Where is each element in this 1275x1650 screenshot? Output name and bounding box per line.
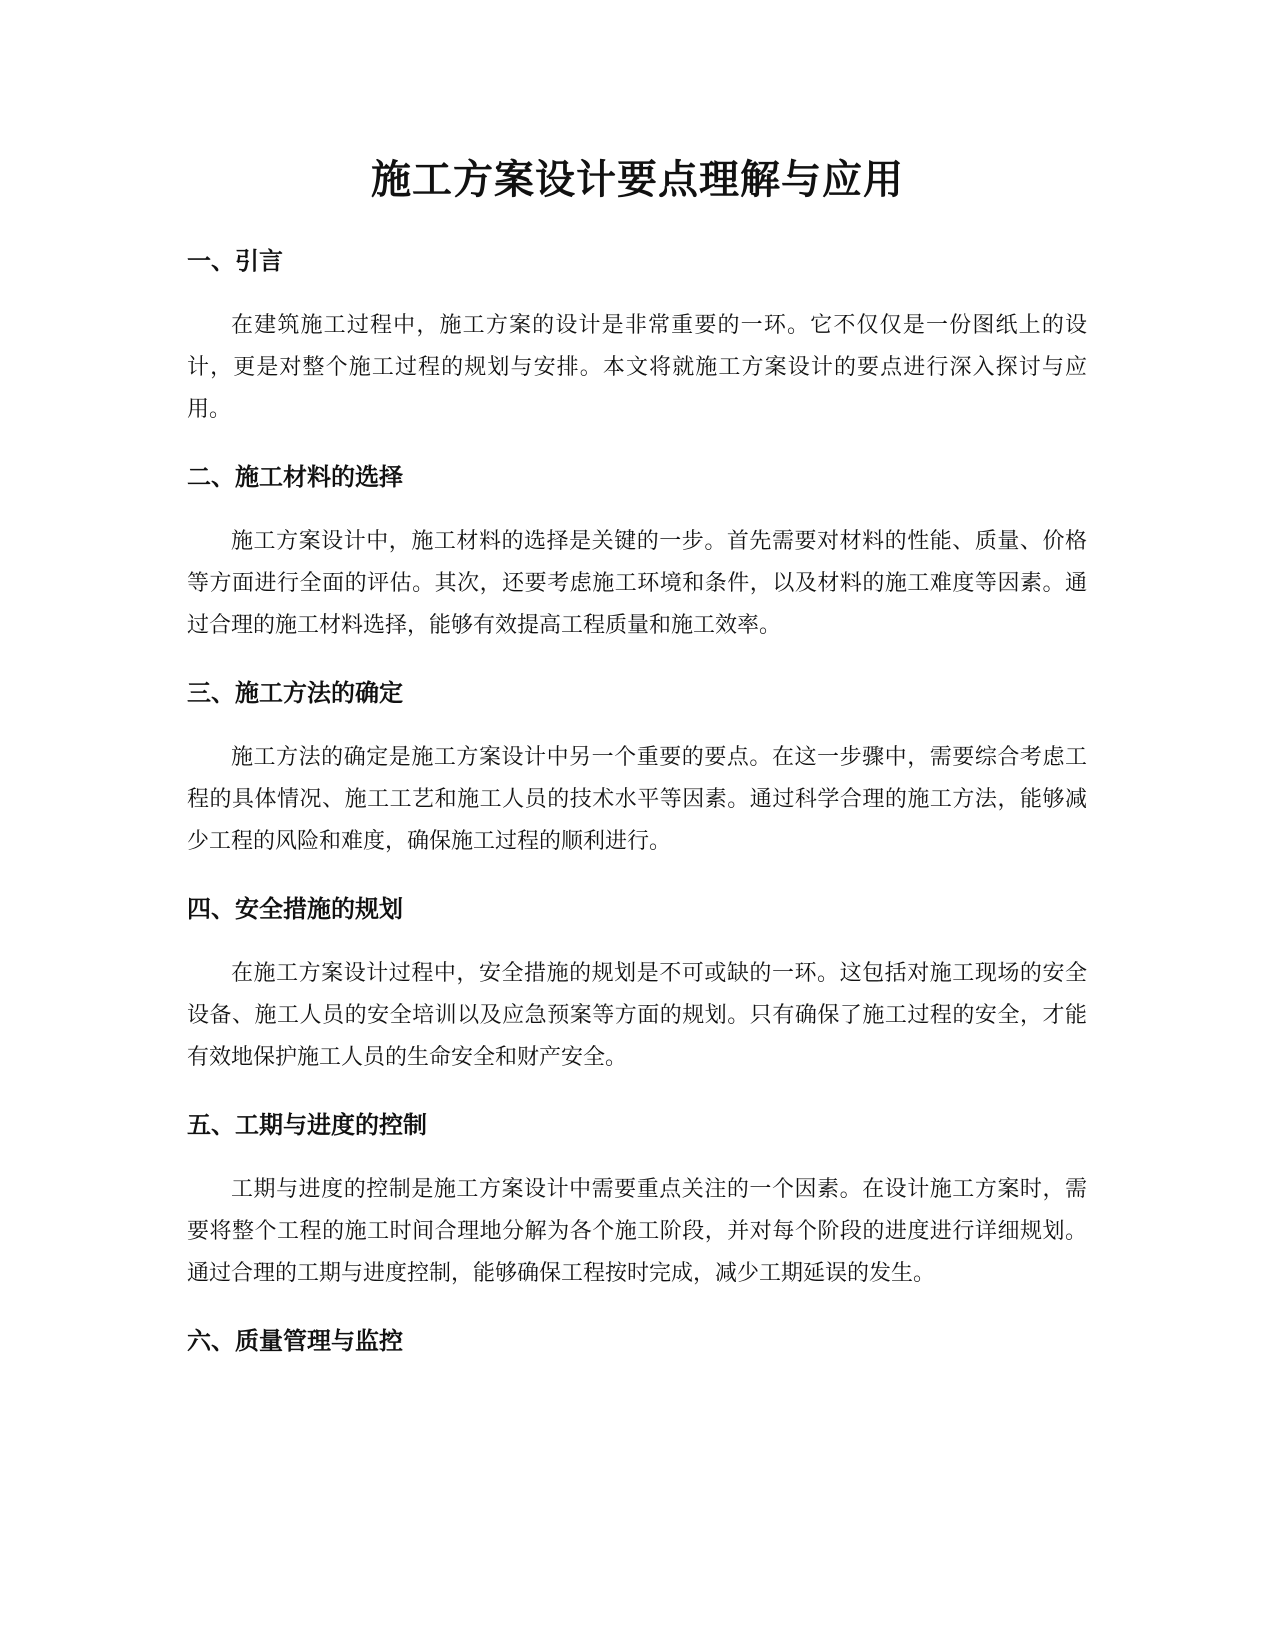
section-safety-measures xyxy=(187,892,1087,1079)
document-content xyxy=(187,244,1087,1358)
document-title: 施工方案设计要点理解与应用 xyxy=(371,157,904,203)
section-quality-management xyxy=(187,1324,1087,1358)
section-heading: 四、安全措施的规划 xyxy=(187,895,403,923)
section-heading: 一、引言 xyxy=(187,247,283,275)
section-introduction xyxy=(187,244,1087,431)
section-heading: 五、工期与进度的控制 xyxy=(187,1111,427,1139)
section-schedule-control xyxy=(187,1108,1087,1295)
section-paragraph: 施工方法的确定是施工方案设计中另一个重要的要点。在这一步骤中，需要综合考虑工程的具体情况、施工工艺和施工人员的技术水平等因素。通过科学合理的施工方法，能够减少工程的风险和难度，确保施工过程的顺利进行。 xyxy=(187,745,1087,854)
section-paragraph: 在施工方案设计过程中，安全措施的规划是不可或缺的一环。这包括对施工现场的安全设备、施工人员的安全培训以及应急预案等方面的规划。只有确保了施工过程的安全，才能有效地保护施工人员的生命安全和财产安全。 xyxy=(187,961,1087,1070)
section-heading: 六、质量管理与监控 xyxy=(187,1327,403,1355)
section-paragraph: 施工方案设计中，施工材料的选择是关键的一步。首先需要对材料的性能、质量、价格等方面进行全面的评估。其次，还要考虑施工环境和条件，以及材料的施工难度等因素。通过合理的施工材料选择，能够有效提高工程质量和施工效率。 xyxy=(187,529,1087,638)
section-construction-method xyxy=(187,676,1087,863)
section-heading: 三、施工方法的确定 xyxy=(187,679,403,707)
section-material-selection xyxy=(187,460,1087,647)
section-paragraph: 在建筑施工过程中，施工方案的设计是非常重要的一环。它不仅仅是一份图纸上的设计，更是对整个施工过程的规划与安排。本文将就施工方案设计的要点进行深入探讨与应用。 xyxy=(187,313,1087,422)
section-heading: 二、施工材料的选择 xyxy=(187,463,403,491)
section-paragraph: 工期与进度的控制是施工方案设计中需要重点关注的一个因素。在设计施工方案时，需要将整个工程的施工时间合理地分解为各个施工阶段，并对每个阶段的进度进行详细规划。通过合理的工期与进度控制，能够确保工程按时完成，减少工期延误的发生。 xyxy=(187,1177,1087,1286)
